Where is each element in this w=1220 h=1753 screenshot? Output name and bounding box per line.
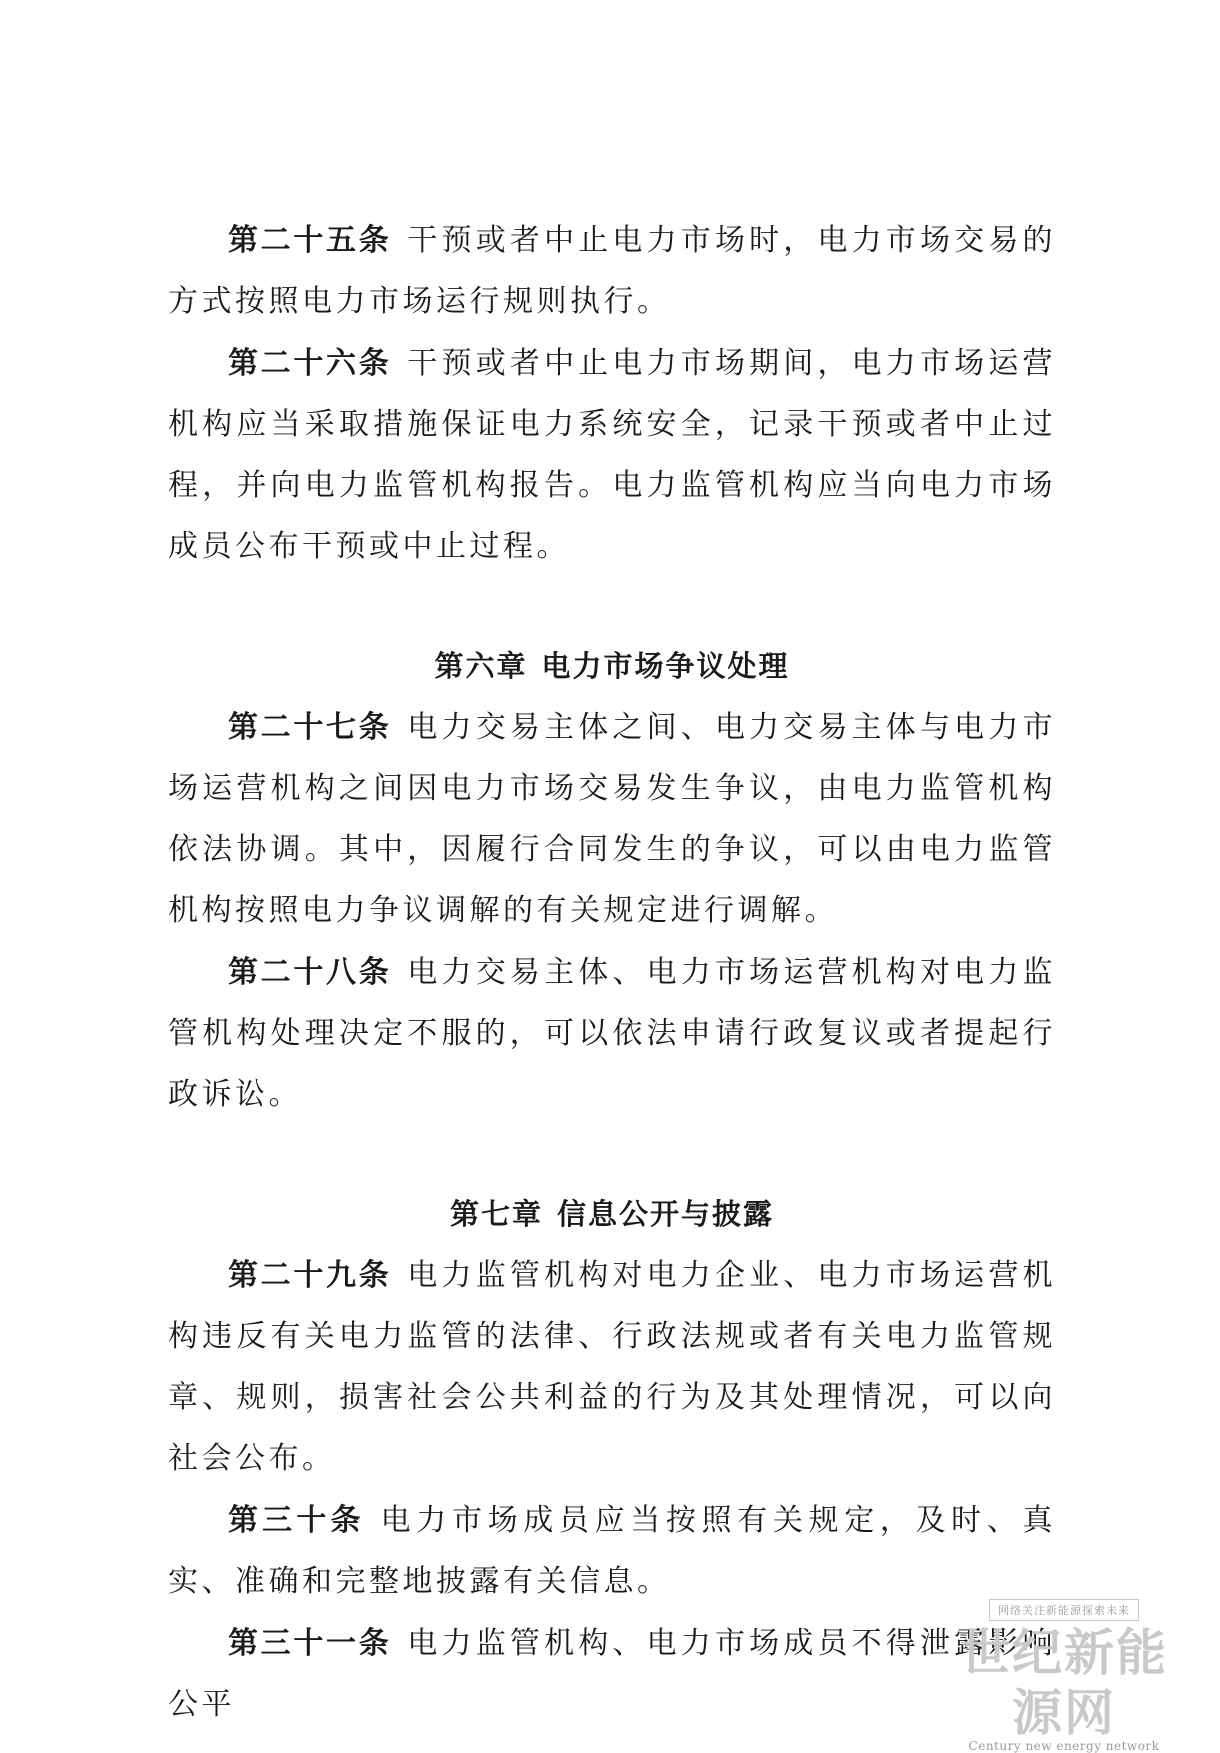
section-gap: [168, 578, 1056, 636]
article-30: [168, 1490, 1056, 1612]
article-number: 第二十六条: [228, 346, 392, 381]
article-31: [168, 1613, 1056, 1735]
article-text: 干预或者中止电力市场期间，电力市场运营机构应当采取措施保证电力系统安全，记录干预或者中止过程，并向电力监管机构报告。电力监管机构应当向电力市场成员公布干预或中止过程。: [168, 346, 1057, 564]
section-gap: [168, 1126, 1056, 1184]
article-text: 电力监管机构、电力市场成员不得泄露影响公平: [168, 1626, 1057, 1722]
article-text: 电力市场成员应当按照有关规定，及时、真实、准确和完整地披露有关信息。: [168, 1503, 1057, 1599]
watermark-logo: [944, 1599, 1184, 1753]
article-text: 干预或者中止电力市场时，电力市场交易的方式按照电力市场运行规则执行。: [168, 223, 1057, 319]
chapter-title: 信息公开与披露: [557, 1197, 775, 1231]
chapter-heading-7: [168, 1184, 1056, 1245]
article-text: 电力交易主体之间、电力交易主体与电力市场运营机构之间因电力市场交易发生争议，由电力监管机构依法协调。其中，因履行合同发生的争议，可以由电力监管机构按照电力争议调解的有关规定进行调解。: [168, 710, 1057, 928]
article-26: [168, 333, 1056, 577]
article-28: [168, 942, 1056, 1125]
article-27: [168, 697, 1056, 941]
chapter-number: 第七章: [449, 1197, 543, 1231]
chapter-heading-6: [168, 636, 1056, 697]
watermark-slogan: 网络关注新能源探索未来: [989, 1599, 1139, 1621]
article-number: 第二十五条: [228, 223, 392, 258]
article-text: 电力交易主体、电力市场运营机构对电力监管机构处理决定不服的，可以依法申请行政复议或者提起行政诉讼。: [168, 955, 1057, 1112]
watermark-logo-text: 世纪新能源网: [960, 1623, 1168, 1742]
article-29: [168, 1245, 1056, 1489]
watermark-english: Century new energy network: [968, 1739, 1160, 1753]
article-number: 第二十七条: [228, 710, 392, 745]
chapter-number: 第六章: [434, 649, 528, 683]
article-number: 第三十一条: [228, 1626, 392, 1661]
article-number: 第三十条: [228, 1503, 365, 1538]
document-page: [168, 210, 1056, 1736]
article-number: 第二十八条: [228, 955, 392, 990]
chapter-title: 电力市场争议处理: [541, 649, 790, 683]
article-25: [168, 210, 1056, 332]
article-number: 第二十九条: [228, 1258, 392, 1293]
article-text: 电力监管机构对电力企业、电力市场运营机构违反有关电力监管的法律、行政法规或者有关电力监管规章、规则，损害社会公共利益的行为及其处理情况，可以向社会公布。: [168, 1258, 1057, 1476]
